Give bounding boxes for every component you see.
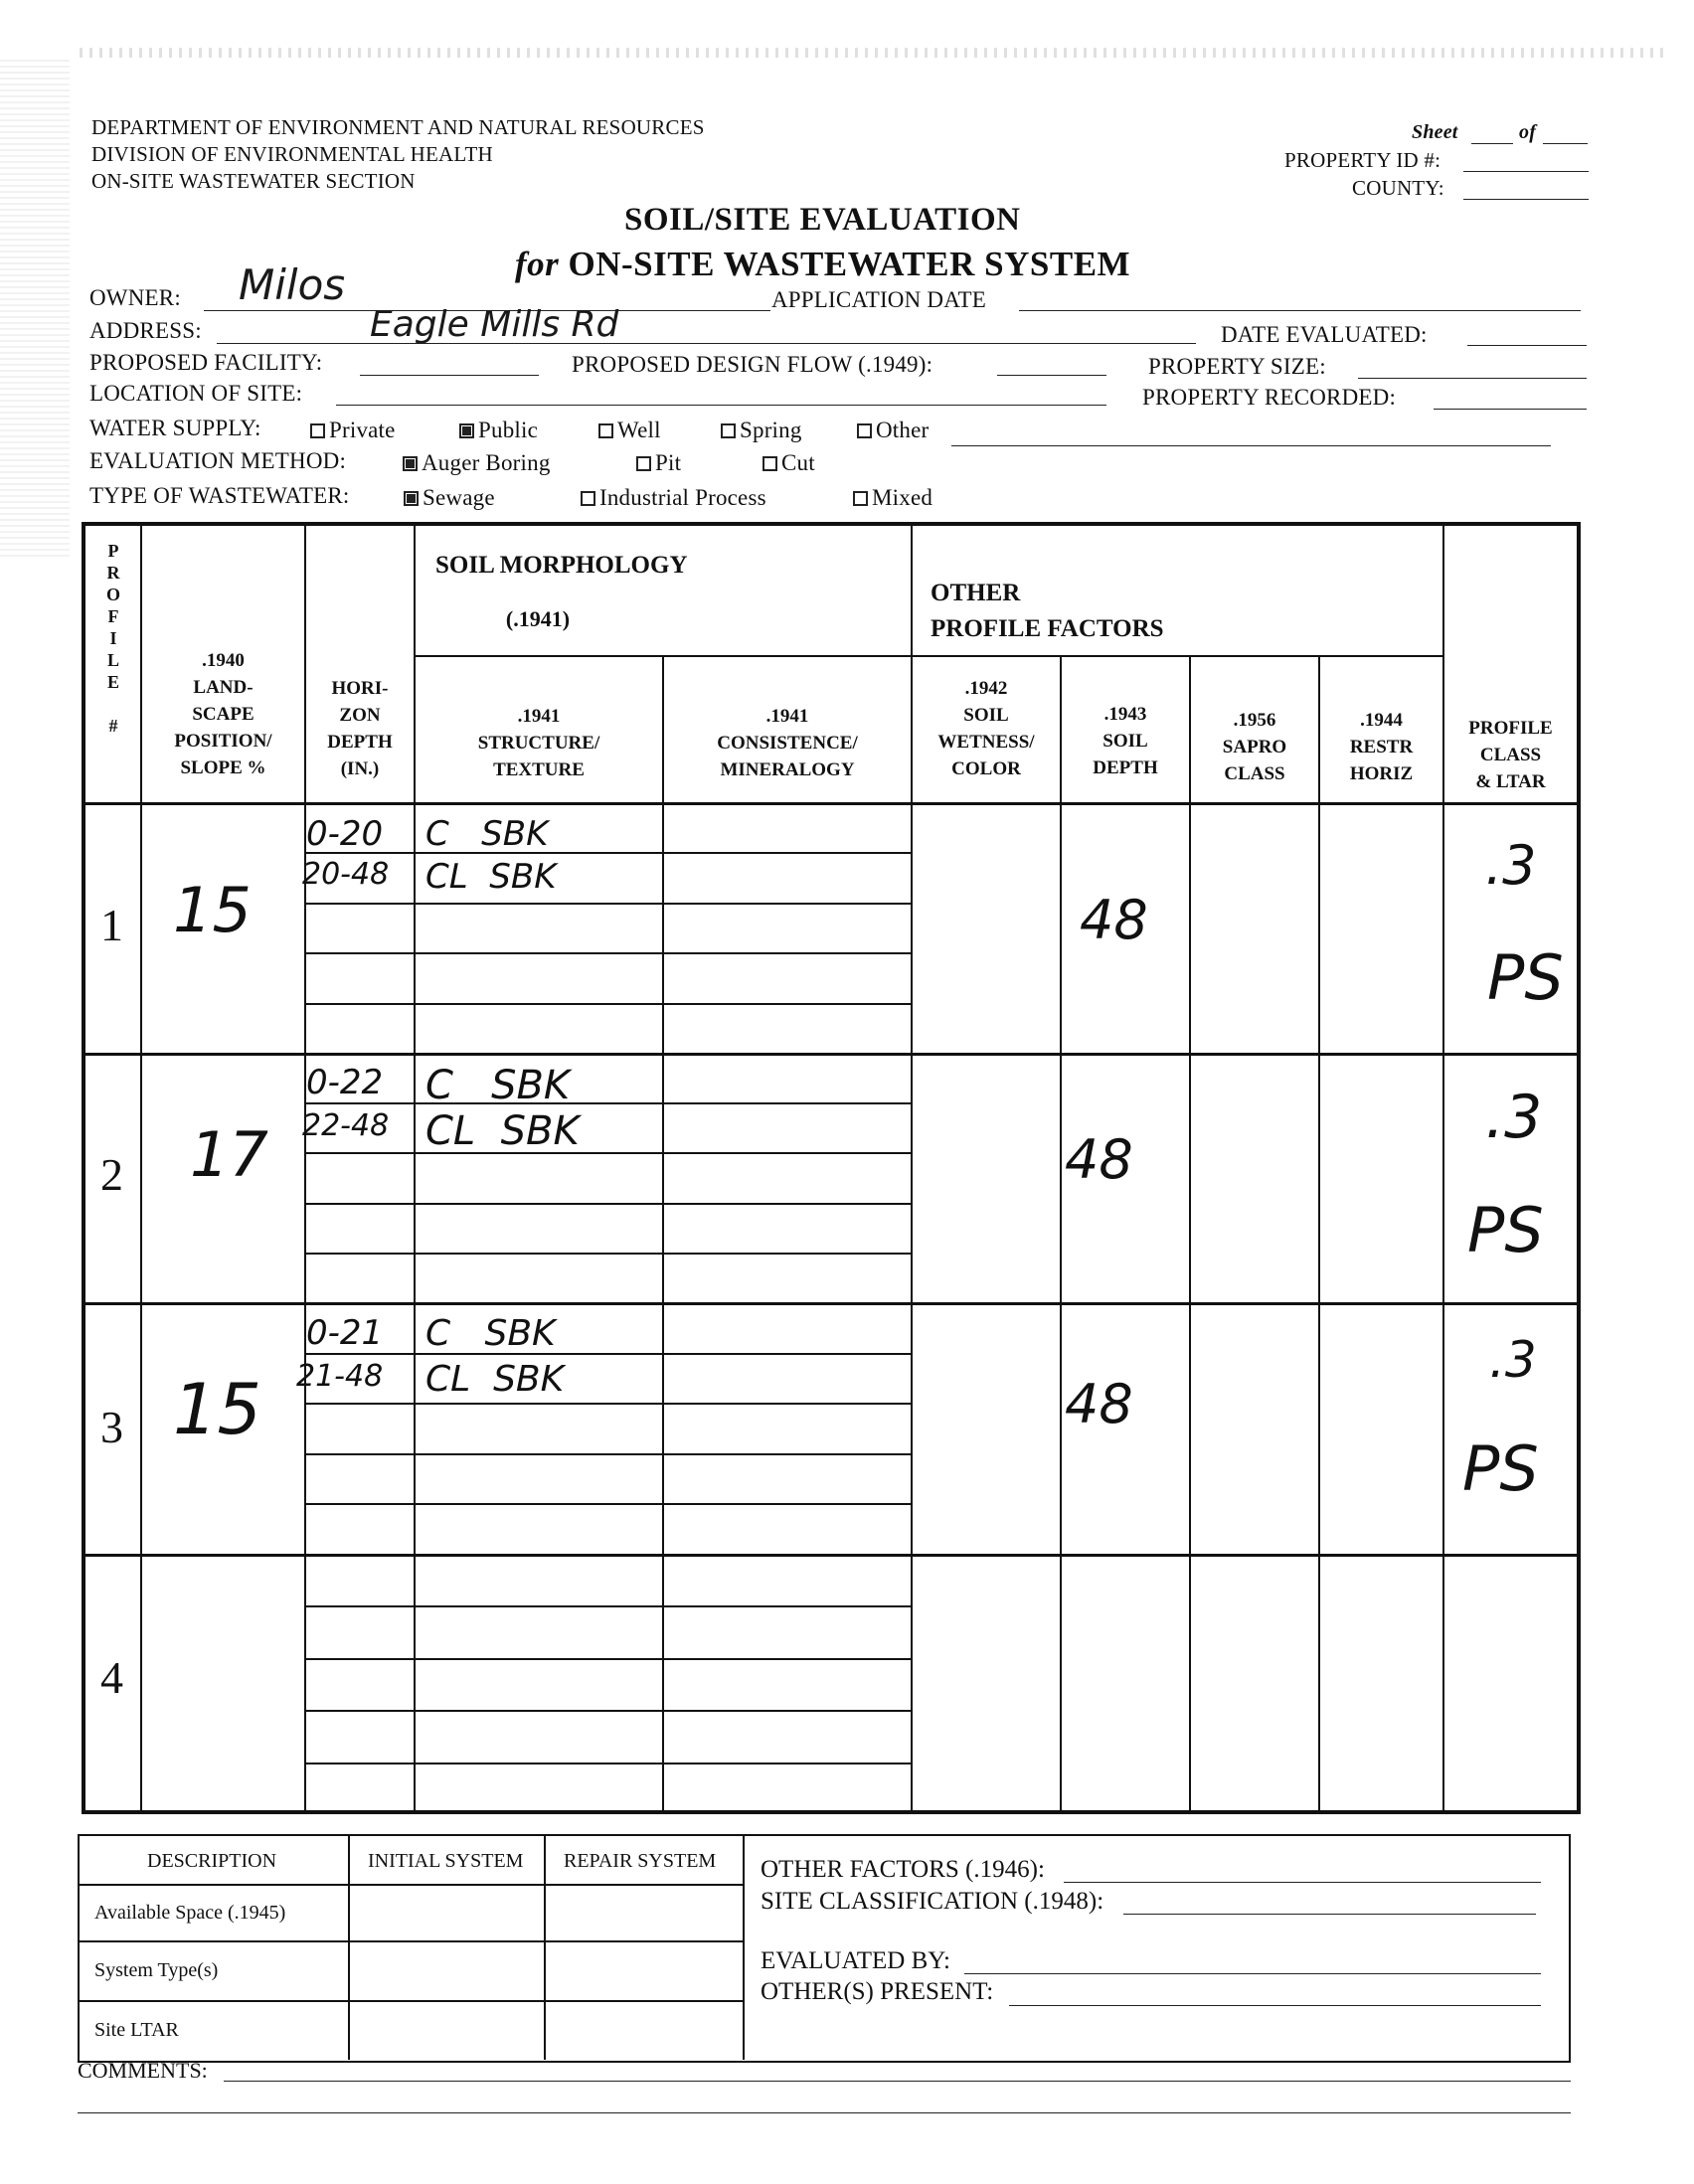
proposed-facility-label: PROPOSED FACILITY: — [89, 350, 323, 375]
comments-field[interactable] — [224, 2081, 1571, 2082]
site-classification-field[interactable] — [1123, 1914, 1536, 1915]
horizon-row-line — [304, 903, 911, 905]
form-subtitle: for ON-SITE WASTEWATER SYSTEM — [515, 245, 1131, 283]
section-name: ON-SITE WASTEWATER SECTION — [91, 169, 416, 193]
horizon-row-line — [304, 1353, 911, 1355]
profile-3-horizon-1: 0-21 — [306, 1313, 384, 1353]
evaluated-by-field[interactable] — [964, 1973, 1541, 1974]
profile-separator — [85, 1554, 1577, 1557]
profile-class-header: PROFILE CLASS & LTAR — [1468, 718, 1553, 792]
water-spring-option[interactable]: Spring — [721, 418, 802, 443]
water-other-field[interactable] — [951, 445, 1551, 446]
property-id-field[interactable] — [1463, 171, 1589, 172]
application-date-field[interactable] — [1019, 310, 1581, 311]
site-classification-label: SITE CLASSIFICATION (.1948): — [761, 1888, 1104, 1915]
profile-3-depth: 48 — [1065, 1373, 1133, 1435]
structure-header: .1941 STRUCTURE/ TEXTURE — [477, 706, 600, 780]
col-divider — [348, 1836, 350, 2060]
others-present-label: OTHER(S) PRESENT: — [761, 1978, 994, 2005]
horizon-row-line — [304, 1710, 911, 1712]
profile-2-depth: 48 — [1065, 1128, 1133, 1191]
method-auger-option[interactable]: Auger Boring — [403, 450, 551, 476]
evaluated-by-label: EVALUATED BY: — [761, 1947, 950, 1974]
profile-3-texture-2: CL SBK — [425, 1359, 565, 1400]
profile-1-number: 1 — [100, 900, 123, 950]
form-title: SOIL/SITE EVALUATION — [624, 202, 1021, 238]
profile-1-class: PS — [1487, 941, 1564, 1014]
profile-3-number: 3 — [100, 1402, 123, 1452]
of-label: of — [1519, 121, 1537, 143]
date-evaluated-field[interactable] — [1467, 345, 1587, 346]
profile-1-slope: 15 — [173, 874, 252, 946]
checkbox-checked-icon[interactable] — [459, 423, 474, 438]
horizon-row-line — [304, 1503, 911, 1505]
profile-2-ltar: .3 — [1485, 1083, 1543, 1152]
scan-edge-artifact — [0, 60, 70, 557]
sheet-field[interactable] — [1471, 143, 1513, 144]
horizon-header: HORI- ZON DEPTH (IN.) — [327, 678, 393, 779]
water-supply-label: WATER SUPPLY: — [89, 416, 261, 440]
profile-1-depth: 48 — [1080, 889, 1148, 951]
checkbox-icon[interactable] — [636, 456, 651, 471]
checkbox-icon[interactable] — [581, 491, 595, 506]
profile-2-horizon-1: 0-22 — [306, 1063, 384, 1102]
row-divider — [80, 2000, 743, 2002]
soil-profile-table — [82, 522, 1581, 1814]
other-factors-label: OTHER FACTORS (.1946): — [761, 1856, 1045, 1883]
landscape-header: .1940 LAND- SCAPE POSITION/ SLOPE % — [174, 650, 272, 778]
header-sub-divider — [414, 655, 1442, 657]
other-factors-field[interactable] — [1064, 1882, 1541, 1883]
profile-2-class: PS — [1467, 1194, 1544, 1266]
scan-top-artifact — [80, 48, 1670, 58]
owner-value: Milos — [239, 260, 346, 309]
address-label: ADDRESS: — [89, 318, 202, 343]
profile-3-texture-1: C SBK — [425, 1313, 556, 1354]
owner-label: OWNER: — [89, 285, 181, 310]
checkbox-icon[interactable] — [857, 423, 872, 438]
repair-system-header: REPAIR SYSTEM — [564, 1850, 717, 1872]
wastewater-mixed-option[interactable]: Mixed — [853, 485, 932, 511]
address-value: Eagle Mills Rd — [370, 304, 619, 345]
application-date-label: APPLICATION DATE — [771, 287, 986, 312]
water-private-option[interactable]: Private — [310, 418, 396, 443]
dept-name: DEPARTMENT OF ENVIRONMENT AND NATURAL RESOURCES — [91, 115, 705, 139]
method-cut-option[interactable]: Cut — [762, 450, 815, 476]
horizon-row-line — [304, 1605, 911, 1607]
method-pit-option[interactable]: Pit — [636, 450, 681, 476]
horizon-row-line — [304, 952, 911, 954]
profile-2-texture-1: C SBK — [425, 1063, 571, 1108]
comments-label: COMMENTS: — [78, 2058, 208, 2083]
available-space-label: Available Space (.1945) — [94, 1902, 286, 1924]
water-public-option[interactable]: Public — [459, 418, 538, 443]
profile-1-horizon-1: 0-20 — [306, 814, 384, 854]
checkbox-icon[interactable] — [853, 491, 868, 506]
design-flow-label: PROPOSED DESIGN FLOW (.1949): — [572, 352, 933, 377]
profile-2-horizon-2: 22-48 — [302, 1108, 390, 1143]
profile-2-slope: 17 — [190, 1118, 268, 1191]
county-label: COUNTY: — [1352, 176, 1444, 200]
water-other-option[interactable]: Other — [857, 418, 929, 443]
of-field[interactable] — [1543, 143, 1588, 144]
evaluation-method-label: EVALUATION METHOD: — [89, 448, 347, 473]
wastewater-sewage-option[interactable]: Sewage — [404, 485, 495, 511]
property-size-field[interactable] — [1358, 378, 1587, 379]
design-flow-field[interactable] — [997, 375, 1106, 376]
horizon-row-line — [304, 1658, 911, 1660]
wastewater-industrial-option[interactable]: Industrial Process — [581, 485, 766, 511]
profile-3-class: PS — [1462, 1432, 1539, 1505]
horizon-row-line — [304, 1203, 911, 1205]
col-divider — [662, 655, 664, 1814]
checkbox-checked-icon[interactable] — [403, 456, 418, 471]
row-divider — [80, 1940, 743, 1942]
profile-3-horizon-2: 21-48 — [296, 1359, 384, 1394]
horizon-row-line — [304, 1403, 911, 1405]
address-field[interactable] — [217, 343, 1196, 344]
comments-field-line-2[interactable] — [78, 2112, 1571, 2113]
property-recorded-label: PROPERTY RECORDED: — [1142, 385, 1397, 410]
horizon-row-line — [304, 1102, 911, 1104]
horizon-row-line — [304, 1003, 911, 1005]
property-recorded-field[interactable] — [1434, 409, 1587, 410]
other-factors-header: OTHER PROFILE FACTORS — [931, 580, 1164, 642]
profile-number-header: P R O F I L E # — [105, 541, 120, 736]
date-evaluated-label: DATE EVALUATED: — [1221, 322, 1428, 347]
checkbox-icon[interactable] — [598, 423, 613, 438]
wastewater-type-label: TYPE OF WASTEWATER: — [89, 483, 350, 508]
profile-1-horizon-2: 20-48 — [302, 857, 390, 892]
system-summary-table — [78, 1834, 1571, 2063]
location-label: LOCATION OF SITE: — [89, 381, 303, 406]
profile-4-number: 4 — [100, 1652, 123, 1703]
horizon-row-line — [304, 1763, 911, 1764]
sapro-header: .1956 SAPRO CLASS — [1222, 710, 1287, 784]
profile-3-ltar: .3 — [1489, 1331, 1537, 1389]
division-name: DIVISION OF ENVIRONMENTAL HEALTH — [91, 142, 493, 166]
consistence-header: .1941 CONSISTENCE/ MINERALOGY — [717, 706, 858, 780]
col-divider — [743, 1836, 745, 2060]
soil-morphology-header: SOIL MORPHOLOGY — [435, 552, 688, 579]
profile-2-texture-2: CL SBK — [425, 1108, 580, 1154]
sheet-label: Sheet — [1412, 121, 1458, 143]
col-divider — [1318, 655, 1320, 1814]
col-divider — [1189, 655, 1191, 1814]
system-type-label: System Type(s) — [94, 1959, 219, 1981]
header-bottom-border — [85, 802, 1577, 805]
checkbox-icon[interactable] — [310, 423, 325, 438]
restr-header: .1944 RESTR HORIZ — [1349, 710, 1414, 784]
row-divider — [80, 1884, 743, 1886]
profile-3-slope: 15 — [173, 1369, 262, 1450]
soil-depth-header: .1943 SOIL DEPTH — [1093, 704, 1158, 778]
horizon-row-line — [304, 1152, 911, 1154]
county-field[interactable] — [1463, 199, 1589, 200]
horizon-row-line — [304, 852, 911, 854]
checkbox-icon[interactable] — [721, 423, 736, 438]
location-field[interactable] — [336, 405, 1106, 406]
wetness-header: .1942 SOIL WETNESS/ COLOR — [937, 678, 1035, 779]
checkbox-checked-icon[interactable] — [404, 491, 419, 506]
col-divider — [1060, 655, 1062, 1814]
profile-1-texture-2: CL SBK — [425, 857, 557, 897]
profile-separator — [85, 1053, 1577, 1056]
profile-separator — [85, 1302, 1577, 1305]
profile-1-ltar: .3 — [1485, 834, 1537, 897]
water-well-option[interactable]: Well — [598, 418, 661, 443]
initial-system-header: INITIAL SYSTEM — [368, 1850, 524, 1872]
col-divider — [544, 1836, 546, 2060]
checkbox-icon[interactable] — [762, 456, 777, 471]
horizon-row-line — [304, 1453, 911, 1455]
soil-morphology-code: (.1941) — [505, 606, 571, 631]
property-id-label: PROPERTY ID #: — [1284, 148, 1441, 172]
horizon-row-line — [304, 1253, 911, 1255]
description-header: DESCRIPTION — [147, 1850, 277, 1872]
site-ltar-label: Site LTAR — [94, 2019, 179, 2041]
profile-1-texture-1: C SBK — [425, 814, 549, 854]
proposed-facility-field[interactable] — [360, 375, 539, 376]
profile-2-number: 2 — [100, 1149, 123, 1200]
property-size-label: PROPERTY SIZE: — [1148, 354, 1326, 379]
others-present-field[interactable] — [1009, 2005, 1541, 2006]
